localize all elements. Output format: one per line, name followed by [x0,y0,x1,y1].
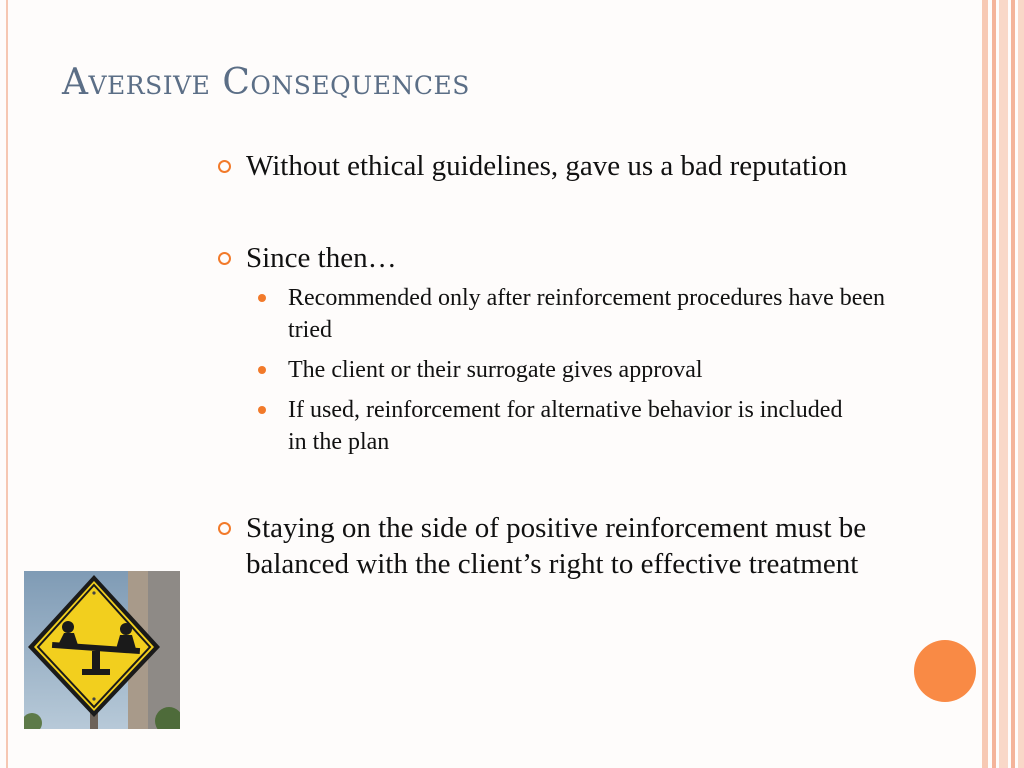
bullet-ring-icon [218,522,231,535]
bullet-text: Without ethical guidelines, gave us a bad reputation [246,150,848,182]
bullet-dot-icon [258,406,266,414]
bullet-item [218,240,958,276]
bullet-item [218,510,958,582]
bullet-dot-icon [258,294,266,302]
bullet-item [218,148,958,184]
decorative-circle [914,640,976,702]
right-stripe [1011,0,1015,768]
bullet-list [218,148,958,582]
right-stripe [999,0,1008,768]
right-stripe [1018,0,1024,768]
sub-bullet-text: If used, reinforcement for alternative behavior is included in the plan [288,397,843,455]
sub-bullet-item [258,394,848,458]
slide-title: Aversive Consequences [62,62,470,103]
bullet-dot-icon [258,366,266,374]
right-stripe [992,0,996,768]
bullet-text: Staying on the side of positive reinforcement must be balanced with the client’s right to effective treatment [246,512,867,580]
sub-bullet-text: Recommended only after reinforcement procedures have been tried [288,285,886,343]
sub-bullet-item [258,354,958,386]
bullet-text: Since then… [246,242,397,274]
bullet-ring-icon [218,252,231,265]
seesaw-playground-sign-icon [24,571,180,729]
bullet-ring-icon [218,160,231,173]
right-stripe [982,0,988,768]
sub-bullet-text: The client or their surrogate gives approval [288,357,703,383]
sub-bullet-item [258,282,888,346]
left-border-line [6,0,8,768]
